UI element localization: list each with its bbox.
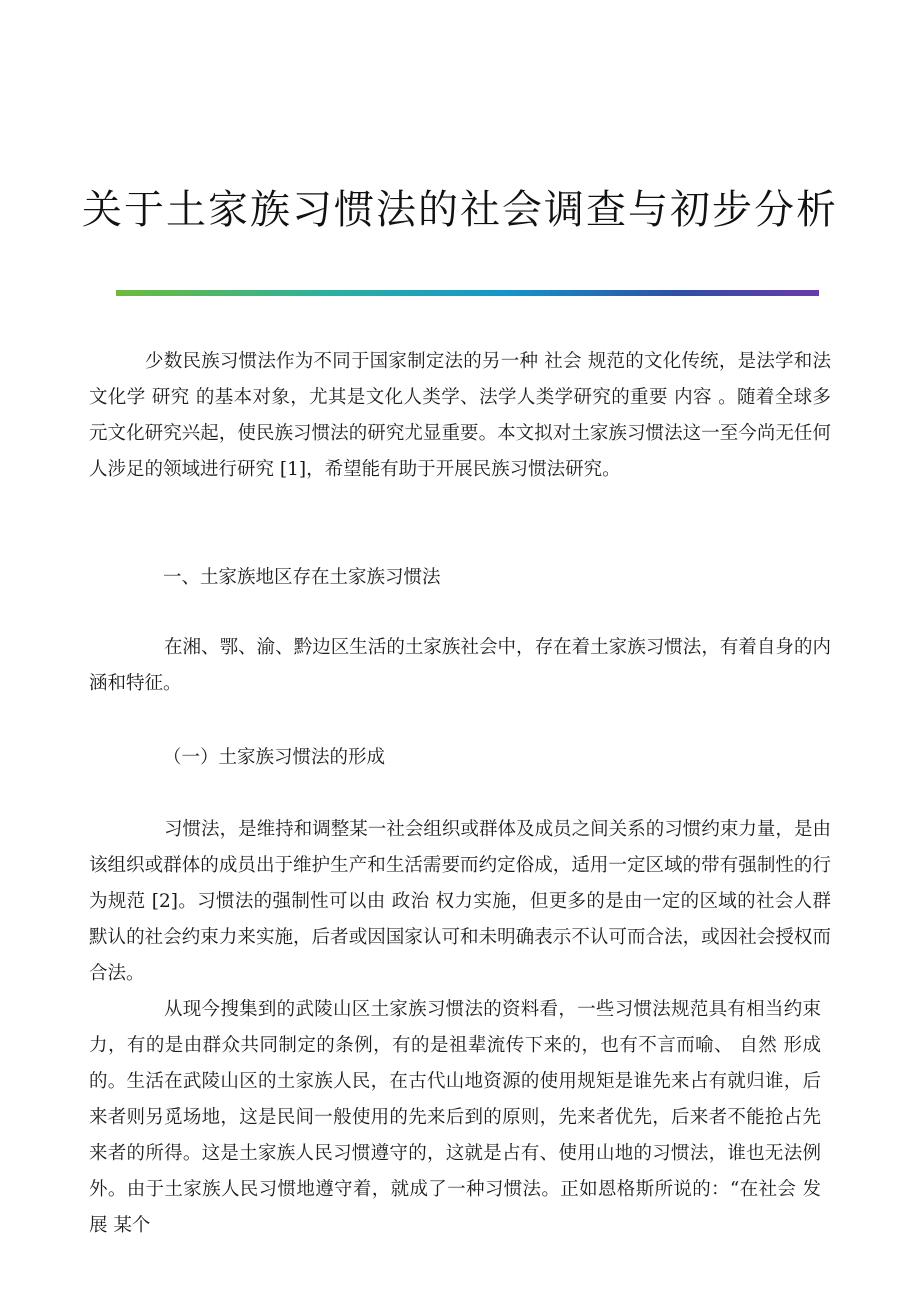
section-heading: 一、土家族地区存在土家族习惯法 <box>163 567 441 588</box>
subsection-heading: （一）土家族习惯法的形成 <box>163 747 386 768</box>
body-paragraph: 从现今搜集到的武陵山区土家族习惯法的资料看，一些习惯法规范具有相当约束力，有的是由群众共同制定的条例，有的是祖辈流传下来的，也有不言而喻、 自然 形成的。生活在武陵山区的土家族人民，在古代山地资源的使用规矩是谁先来占有就归谁，后来者则另觅场地，这是民间一般使用的先来后到的原则，先来者优先，后来者不能抢占先来者的所得。这是土家族人民习惯遵守的，这就是占有、使用山地的习惯法，谁也无法例外。由于土家族人民习惯地遵守着，就成了一种习惯法。正如恩格斯所说的：“在社会 发展 某个 <box>89 999 821 1236</box>
section-paragraph: 在湘、鄂、渝、黔边区生活的土家族社会中，存在着土家族习惯法，有着自身的内涵和特征。 <box>89 637 831 694</box>
body-paragraph: 习惯法，是维持和调整某一社会组织或群体及成员之间关系的习惯约束力量，是由该组织或群体的成员出于维护生产和生活需要而约定俗成，适用一定区域的带有强制性的行为规范 [2]。习惯法的强制性可以由 政治 权力实施，但更多的是由一定的区域的社会人群默认的社会约束力来实施，后者或因国家认可和未明确表示不认可而合法，或因社会授权而合法。 <box>89 819 831 984</box>
intro-paragraph: 少数民族习惯法作为不同于国家制定法的另一种 社会 规范的文化传统，是法学和法文化学 研究 的基本对象，尤其是文化人类学、法学人类学研究的重要 内容 。随着全球多元文化研究兴起，使民族习惯法的研究尤显重要。本文拟对土家族习惯法这一至今尚无任何人涉足的领域进行研究 [1]，希望能有助于开展民族习惯法研究。 <box>89 351 831 480</box>
title-divider <box>116 290 819 296</box>
document-title: 关于土家族习惯法的社会调查与初步分析 <box>82 187 838 233</box>
